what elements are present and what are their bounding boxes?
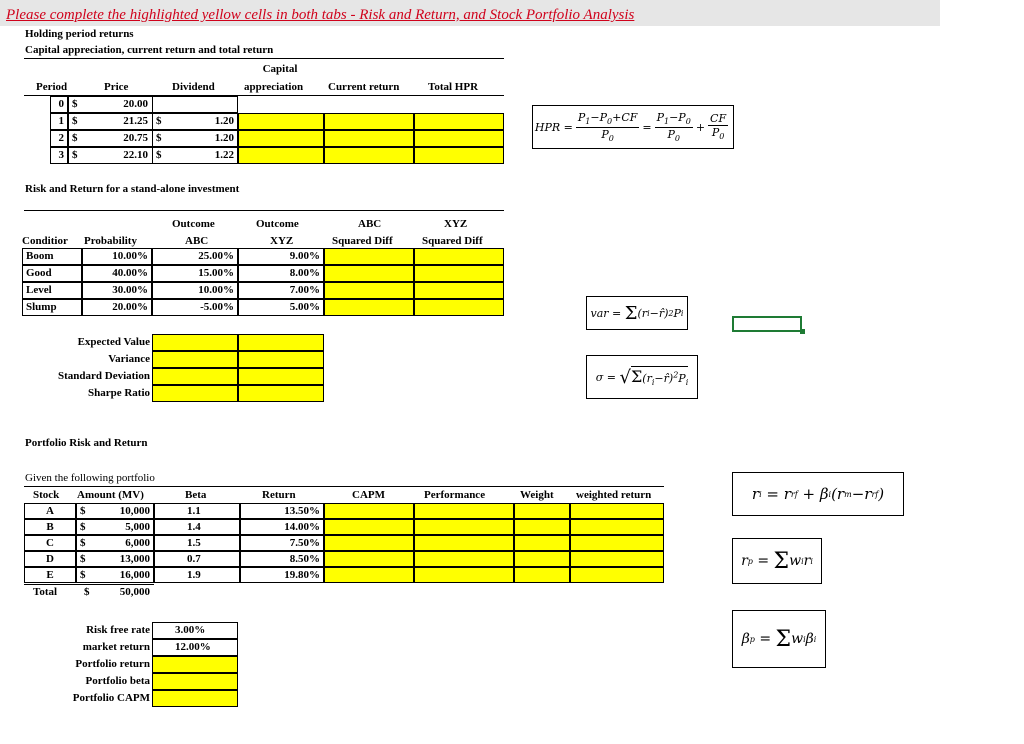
outcome-abc-cell[interactable]: 25.00% [152,248,238,265]
col-header-dividend: Dividend [172,81,215,93]
weight-input[interactable] [514,551,570,567]
rate-value-cell[interactable]: 3.00% [152,622,238,639]
probability-cell[interactable]: 40.00% [82,265,152,282]
capital-appreciation-input[interactable] [238,147,324,164]
amount-currency-cell[interactable]: $ [76,503,154,519]
weight-input[interactable] [514,567,570,583]
probability-cell[interactable]: 10.00% [82,248,152,265]
divider [24,584,154,585]
amount-currency-cell[interactable]: $ [76,551,154,567]
weight-input[interactable] [514,503,570,519]
condition-cell[interactable]: Boom [22,248,82,265]
period-cell[interactable]: 0 [50,96,68,113]
period-cell[interactable]: 1 [50,113,68,130]
col-header-amount: Amount (MV) [77,489,144,501]
weighted-return-input[interactable] [570,535,664,551]
col-header-xyz-top: XYZ [444,218,468,230]
total-amount: 50,000 [119,586,150,598]
variance-formula-lhs: var = [590,306,622,320]
abc-squared-diff-input[interactable] [324,282,414,299]
hpr-formula-box: HPR = $\frac{P_1-P_0+CF}{P_0}$ = $P_1-P_0$ $P_0$ + CF $P_0$ [532,105,734,149]
divider [24,486,664,487]
return-cell[interactable]: 14.00% [240,519,324,535]
capm-input[interactable] [324,519,414,535]
current-return-input[interactable] [324,113,414,130]
weighted-return-input[interactable] [570,551,664,567]
performance-input[interactable] [414,519,514,535]
portfolio-beta-formula-box: β p = Σ w i β i [732,610,826,668]
amount-value: 6,000 [125,537,150,549]
weighted-return-input[interactable] [570,519,664,535]
outcome-xyz-cell[interactable]: 8.00% [238,265,324,282]
beta-cell[interactable]: 1.1 [154,503,240,519]
col-header-abc-top: ABC [358,218,382,230]
stock-cell[interactable]: B [24,519,76,535]
stock-cell[interactable]: E [24,567,76,583]
price-value: 21.25 [123,115,148,127]
dividend-currency-cell[interactable]: $ [152,113,238,130]
price-currency-cell[interactable]: $ [68,113,152,130]
amount-currency-cell[interactable]: $ [76,567,154,583]
amount-value: 10,000 [119,505,150,517]
condition-cell[interactable]: Good [22,265,82,282]
input-label: Portfolio return [75,658,150,670]
divider [24,58,504,59]
price-currency-cell[interactable]: $ [68,96,152,113]
performance-input[interactable] [414,535,514,551]
input-label: Portfolio beta [85,675,150,687]
probability-cell[interactable]: 30.00% [82,282,152,299]
amount-currency-cell[interactable]: $ [76,519,154,535]
outcome-abc-cell[interactable]: 10.00% [152,282,238,299]
stock-cell[interactable]: D [24,551,76,567]
section-title-portfolio: Portfolio Risk and Return [25,437,148,449]
price-currency-cell[interactable]: $ [68,147,152,164]
amount-value: 16,000 [119,569,150,581]
input-label: Risk free rate [86,624,150,636]
beta-cell[interactable]: 0.7 [154,551,240,567]
fill-handle[interactable] [800,329,805,334]
capm-input[interactable] [324,567,414,583]
performance-input[interactable] [414,503,514,519]
col-header-stock: Stock [33,489,60,501]
abc-squared-diff-input[interactable] [324,248,414,265]
stock-cell[interactable]: C [24,535,76,551]
price-currency-cell[interactable]: $ [68,130,152,147]
stat-xyz-input[interactable] [238,385,324,402]
return-cell[interactable]: 7.50% [240,535,324,551]
dividend-value: 1.22 [214,149,234,161]
dividend-value: 1.20 [214,115,234,127]
capm-input[interactable] [324,503,414,519]
amount-value: 5,000 [125,521,150,533]
col-header-weight: Weight [520,489,554,501]
col-header-probability: Probability [84,235,137,247]
outcome-xyz-cell[interactable]: 7.00% [238,282,324,299]
beta-cell[interactable]: 1.5 [154,535,240,551]
return-cell[interactable]: 19.80% [240,567,324,583]
col-header-current-return: Current return [328,81,400,93]
col-header-capital-appreciation: appreciation [244,81,304,93]
col-header-weighted-return: weighted return [576,489,652,501]
outcome-xyz-cell[interactable]: 5.00% [238,299,324,316]
divider [24,210,504,211]
section-subtitle-hpr: Capital appreciation, current return and total return [25,44,274,56]
col-header-abc: ABC [185,235,209,247]
price-value: 20.75 [123,132,148,144]
weighted-return-input[interactable] [570,567,664,583]
instruction-text: Please complete the highlighted yellow cells in both tabs - Risk and Return, and Stock Portfolio Analysis [6,7,635,23]
xyz-squared-diff-input[interactable] [414,299,504,316]
stat-xyz-input[interactable] [238,368,324,385]
stat-xyz-input[interactable] [238,334,324,351]
col-header-abc-sq: Squared Diff [332,235,393,247]
variance-formula-box: var = Σ (r i −r̂) 2 P i [586,296,688,330]
capital-appreciation-input[interactable] [238,113,324,130]
col-header-condition: Conditior [22,235,68,247]
total-hpr-input[interactable] [414,130,504,147]
section-title-risk: Risk and Return for a stand-alone investment [25,183,240,195]
stat-abc-input[interactable] [152,368,238,385]
outcome-abc-cell[interactable]: -5.00% [152,299,238,316]
period-cell[interactable]: 2 [50,130,68,147]
std-dev-formula-lhs: σ = [595,370,616,384]
dividend-value: 1.20 [214,132,234,144]
stat-label: Sharpe Ratio [87,387,150,399]
rate-value-cell[interactable]: 12.00% [152,639,238,656]
performance-input[interactable] [414,567,514,583]
capm-input[interactable] [324,551,414,567]
outcome-xyz-cell[interactable]: 9.00% [238,248,324,265]
weight-input[interactable] [514,519,570,535]
portfolio-metric-input[interactable] [152,673,238,690]
hpr-formula-lhs: HPR = [534,120,573,134]
capital-appreciation-input[interactable] [238,130,324,147]
condition-cell[interactable]: Slump [22,299,82,316]
stat-abc-input[interactable] [152,385,238,402]
col-header-xyz-sq: Squared Diff [422,235,483,247]
col-header-return: Return [262,489,296,501]
dividend-currency-cell[interactable]: $ [152,147,238,164]
selected-cell[interactable] [732,316,802,332]
stat-xyz-input[interactable] [238,351,324,368]
performance-input[interactable] [414,551,514,567]
amount-value: 13,000 [119,553,150,565]
amount-currency-cell[interactable]: $ [76,535,154,551]
period-cell[interactable]: 3 [50,147,68,164]
abc-squared-diff-input[interactable] [324,299,414,316]
col-header-performance: Performance [424,489,486,501]
current-return-input[interactable] [324,130,414,147]
probability-cell[interactable]: 20.00% [82,299,152,316]
total-currency: $ [84,586,90,598]
col-header-price: Price [104,81,129,93]
portfolio-metric-input[interactable] [152,690,238,707]
col-header-capital: Capital [262,63,298,75]
col-header-outcome-abc: Outcome [172,218,215,230]
total-label: Total [33,586,58,598]
input-label: Portfolio CAPM [72,692,150,704]
stat-label: Expected Value [77,336,150,348]
dividend-currency-cell[interactable] [152,96,238,113]
portfolio-return-formula-box: r p = Σ w i r i [732,538,822,584]
col-header-outcome-xyz: Outcome [256,218,299,230]
input-label: market return [82,641,150,653]
capm-formula-box: r i = r rf + β i (r m −r rf ) [732,472,904,516]
stock-cell[interactable]: A [24,503,76,519]
std-dev-formula-box: σ = √ $\Sigma(r_i-r̂)^2P_i$ [586,355,698,399]
dividend-currency-cell[interactable]: $ [152,130,238,147]
current-return-input[interactable] [324,147,414,164]
stat-label: Standard Deviation [58,370,150,382]
xyz-squared-diff-input[interactable] [414,282,504,299]
beta-cell[interactable]: 1.4 [154,519,240,535]
stat-label: Variance [108,353,150,365]
stat-abc-input[interactable] [152,351,238,368]
col-header-capm: CAPM [352,489,385,501]
outcome-abc-cell[interactable]: 15.00% [152,265,238,282]
return-cell[interactable]: 8.50% [240,551,324,567]
xyz-squared-diff-input[interactable] [414,265,504,282]
total-hpr-input[interactable] [414,147,504,164]
stat-abc-input[interactable] [152,334,238,351]
return-cell[interactable]: 13.50% [240,503,324,519]
price-value: 22.10 [123,149,148,161]
weight-input[interactable] [514,535,570,551]
total-hpr-input[interactable] [414,113,504,130]
col-header-total-hpr: Total HPR [428,81,479,93]
beta-cell[interactable]: 1.9 [154,567,240,583]
price-value: 20.00 [123,98,148,110]
condition-cell[interactable]: Level [22,282,82,299]
abc-squared-diff-input[interactable] [324,265,414,282]
col-header-beta: Beta [185,489,207,501]
col-header-xyz: XYZ [270,235,294,247]
weighted-return-input[interactable] [570,503,664,519]
col-header-period: Period [36,81,68,93]
given-portfolio-label: Given the following portfolio [25,472,155,484]
capm-input[interactable] [324,535,414,551]
portfolio-metric-input[interactable] [152,656,238,673]
section-title-hpr: Holding period returns [25,28,134,40]
xyz-squared-diff-input[interactable] [414,248,504,265]
